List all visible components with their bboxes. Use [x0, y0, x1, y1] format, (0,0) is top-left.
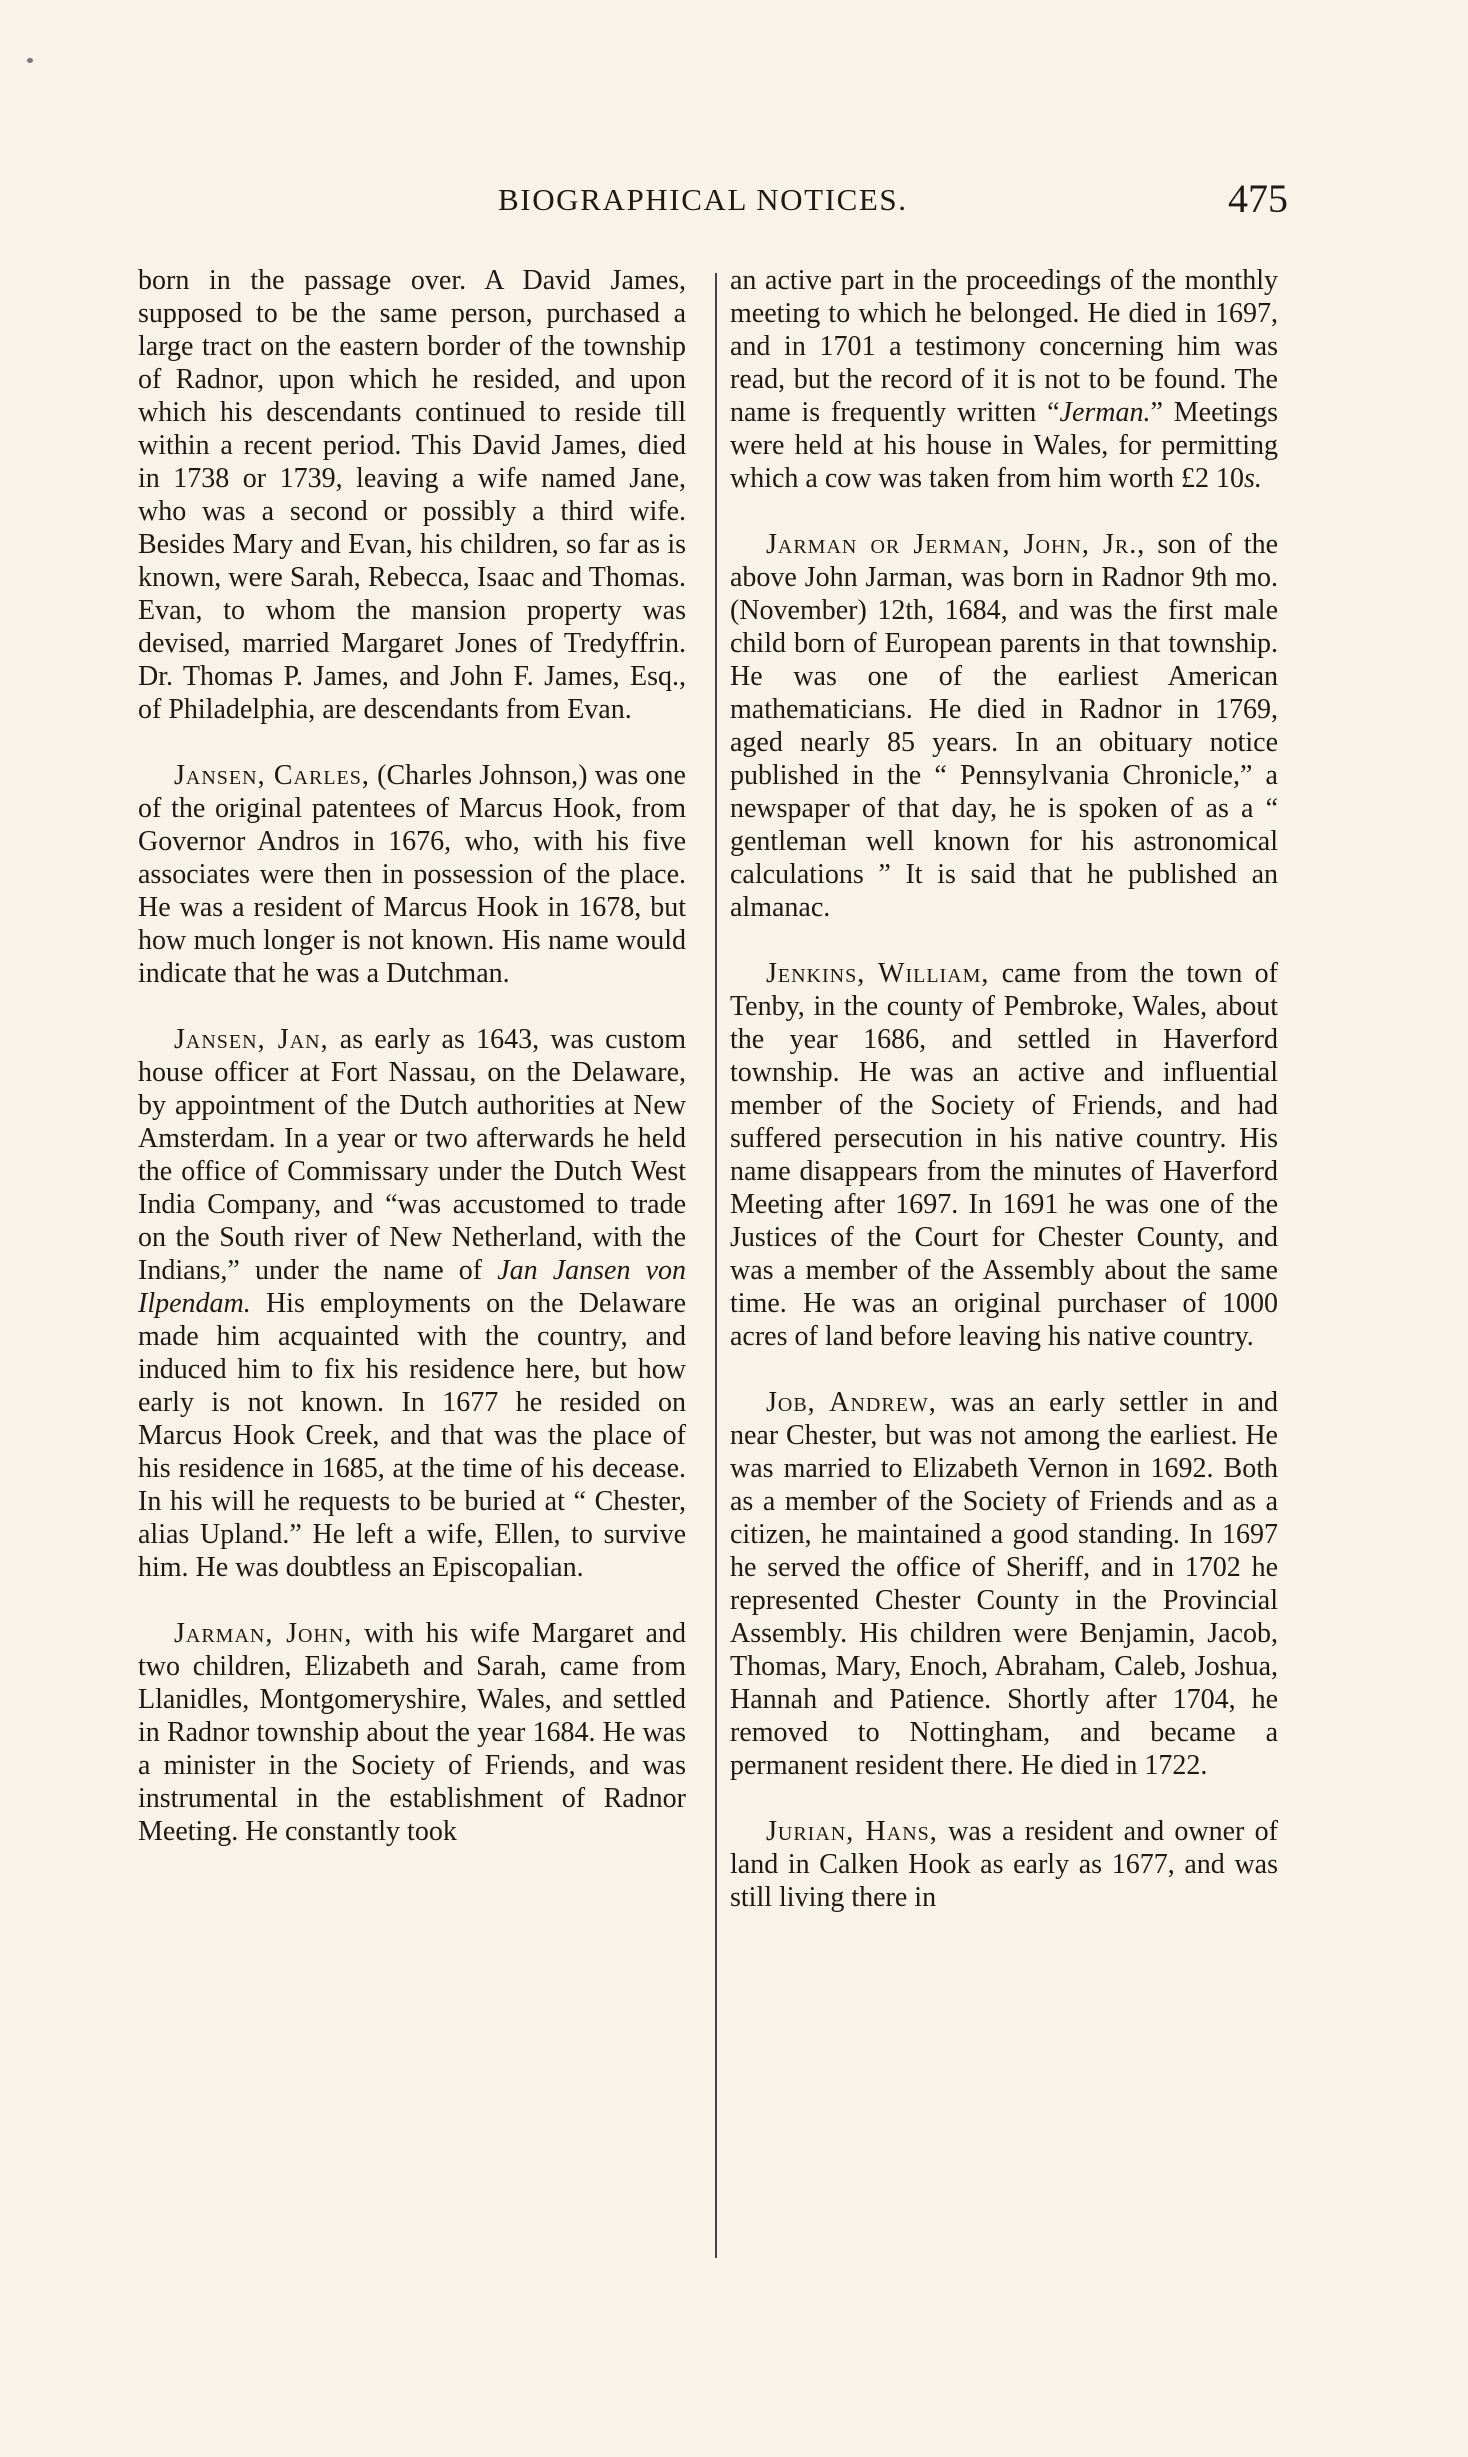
page-header: [138, 176, 1288, 232]
entry-body: was an early settler in and near Chester, but was not among the earliest. He was married to Elizabeth Vernon in 1692. Both as a member of the Society of Friends and as a citizen, he maintained a good standing. In 1697 he served the office of Sheriff, and in 1702 he represented Chester County in the Provincial Assembly. His children were Benjamin, Jacob, Thomas, Mary, Enoch, Abraham, Caleb, Joshua, Hannah and Patience. Shortly after 1704, he removed to Nottingham, and became a permanent resident there. He died in 1722.: [730, 1387, 1278, 1781]
entry-job-andrew: [730, 1386, 1278, 1782]
page-number: 475: [1228, 176, 1288, 221]
entry-body: came from the town of Tenby, in the county of Pembroke, Wales, about the year 1686, and settled in Haverford township. He was an active and influential member of the Society of Friends, and had suffered persecution in his native country. His name disappears from the minutes of Haverford Meeting after 1697. In 1691 he was one of the Justices of the Court for Chester County, and was a member of the Assembly about the same time. He was an original purchaser of 1000 acres of land before leaving his native country.: [730, 958, 1278, 1352]
left-column: [138, 264, 686, 1881]
entry-jenkins-william: [730, 957, 1278, 1353]
entry-name: Jansen, Jan,: [174, 1024, 329, 1055]
entry-name: Jansen, Carles,: [174, 760, 370, 791]
entry-jarman-john-jr: [730, 528, 1278, 924]
entry-body: as early as 1643, was custom house officer at Fort Nassau, on the Delaware, by appointment of the Dutch authorities at New Amsterdam. In a year or two afterwards he held the office of Commissary under the Dutch West India Company, and “was accustomed to trade on the South river of New Netherland, with the Indians,” under the name of: [138, 1024, 686, 1286]
continuation-paragraph: born in the passage over. A David James, supposed to be the same person, purchased a large tract on the eastern border of the township of Radnor, upon which he resided, and upon which his descendants continued to reside till within a recent period. This David James, died in 1738 or 1739, leaving a wife named Jane, who was a second or possibly a third wife. Besides Mary and Evan, his children, so far as is known, were Sarah, Rebecca, Isaac and Thomas. Evan, to whom the mansion property was devised, married Margaret Jones of Tredyffrin. Dr. Thomas P. James, and John F. James, Esq., of Philadelphia, are descendants from Evan.: [138, 265, 686, 725]
right-column: [730, 264, 1278, 1947]
entry-body: with his wife Margaret and two children, Elizabeth and Sarah, came from Llanidles, Montgomeryshire, Wales, and settled in Radnor township about the year 1684. He was a minister in the Society of Friends, and was instrumental in the establishment of Radnor Meeting. He constantly took: [138, 1618, 686, 1847]
entry-jansen-jan: [138, 1023, 686, 1584]
entry-name: Jarman or Jerman, John, Jr.,: [766, 529, 1146, 560]
column-divider: [715, 273, 717, 2258]
entry-jarman-john: [138, 1617, 686, 1848]
entry-italic-name: Jan Jansen von Ilpendam.: [138, 1255, 687, 1319]
entry-name: Jarman, John,: [174, 1618, 353, 1649]
entry-body: son of the above John Jarman, was born in Radnor 9th mo. (November) 12th, 1684, and was the first male child born of European parents in that township. He was one of the earliest American mathematicians. He died in Radnor in 1769, aged nearly 85 years. In an obituary notice published in the “ Pennsylvania Chronicle,” a newspaper of that day, he is spoken of as a “ gentleman well known for his astronomical calculations ” It is said that he published an almanac.: [730, 529, 1278, 923]
entry-name: Job, Andrew,: [766, 1387, 937, 1418]
entry-body: (Charles Johnson,) was one of the original patentees of Marcus Hook, from Governor Andros in 1676, who, with his five associates were then in possession of the place. He was a resident of Marcus Hook in 1678, but how much longer is not known. His name would indicate that he was a Dutchman.: [138, 760, 686, 989]
continuation-paragraph: an active part in the proceedings of the monthly meeting to which he belonged. He died in 1697, and in 1701 a testimony concerning him was read, but the record of it is not to be found. The name is frequently written “Jerman.” Meetings were held at his house in Wales, for permitting which a cow was taken from him worth £2 10s.: [730, 265, 1278, 494]
entry-body: His employments on the Delaware made him acquainted with the country, and induced him to fix his residence here, but how early is not known. In 1677 he resided on Marcus Hook Creek, and that was the place of his residence in 1685, at the time of his decease. In his will he requests to be buried at “ Chester, alias Upland.” He left a wife, Ellen, to survive him. He was doubtless an Episcopalian.: [138, 1288, 686, 1583]
entry-jurian-hans: [730, 1815, 1278, 1914]
paper-speck: [27, 58, 33, 63]
entry-name: Jenkins, William,: [766, 958, 990, 989]
entry-jansen-carles: [138, 759, 686, 990]
entry-body: was a resident and owner of land in Calken Hook as early as 1677, and was still living there in: [730, 1816, 1278, 1913]
running-head: BIOGRAPHICAL NOTICES.: [498, 182, 908, 217]
entry-name: Jurian, Hans,: [766, 1816, 938, 1847]
